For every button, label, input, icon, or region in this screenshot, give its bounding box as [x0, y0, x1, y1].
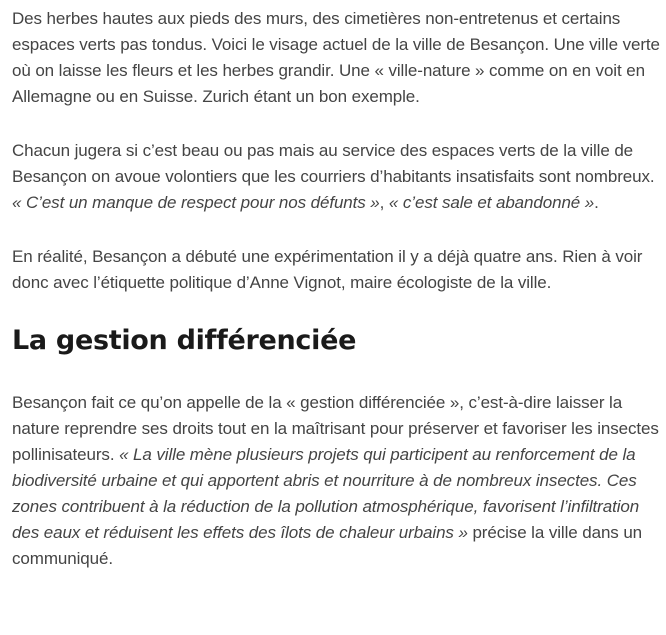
- paragraph-experiment: En réalité, Besançon a débuté une expérimentation il y a déjà quatre ans. Rien à voir donc avec l’étiquette politique d’Anne Vignot, maire écologiste de la ville.: [12, 247, 643, 292]
- paragraph-end: .: [594, 193, 599, 212]
- paragraph-complaints: [12, 138, 662, 216]
- quote-city: « La ville mène plusieurs projets qui participent au renforcement de la biodiversité urbaine et qui apportent abris et nourriture à de nombreux insectes. Ces zones contribuent à la réduction de la pollution atmosphérique, favorisent l’infiltration des eaux et réduisent les effets des îlots de chaleur urbains »: [12, 445, 640, 542]
- paragraph-text: Besançon fait ce qu’on appelle de la « gestion différenciée », c’est-à-dire laisser la nature reprendre ses droits tout en la maîtrisant pour préserver et favoriser les insectes pollinisateurs.: [12, 393, 659, 464]
- section-heading: La gestion différenciée: [12, 325, 357, 356]
- quote-respect: « C’est un manque de respect pour nos défunts »: [12, 193, 380, 212]
- paragraph-intro: Des herbes hautes aux pieds des murs, des cimetières non-entretenus et certains espaces verts pas tondus. Voici le visage actuel de la ville de Besançon. Une ville verte où on laisse les fleurs et les herbes grandir. Une « ville-nature » comme on en voit en Allemagne ou en Suisse. Zurich étant un bon exemple.: [12, 9, 660, 106]
- separator: ,: [379, 193, 389, 212]
- article-body: [12, 6, 662, 600]
- paragraph-text: Chacun jugera si c’est beau ou pas mais au service des espaces verts de la ville de Besançon on avoue volontiers que les courriers d’habitants insatisfaits sont nombreux.: [12, 141, 655, 186]
- paragraph-gestion: [12, 390, 662, 572]
- paragraph-end: précise la ville dans un communiqué.: [12, 523, 643, 568]
- quote-dirty: « c’est sale et abandonné »: [388, 193, 595, 212]
